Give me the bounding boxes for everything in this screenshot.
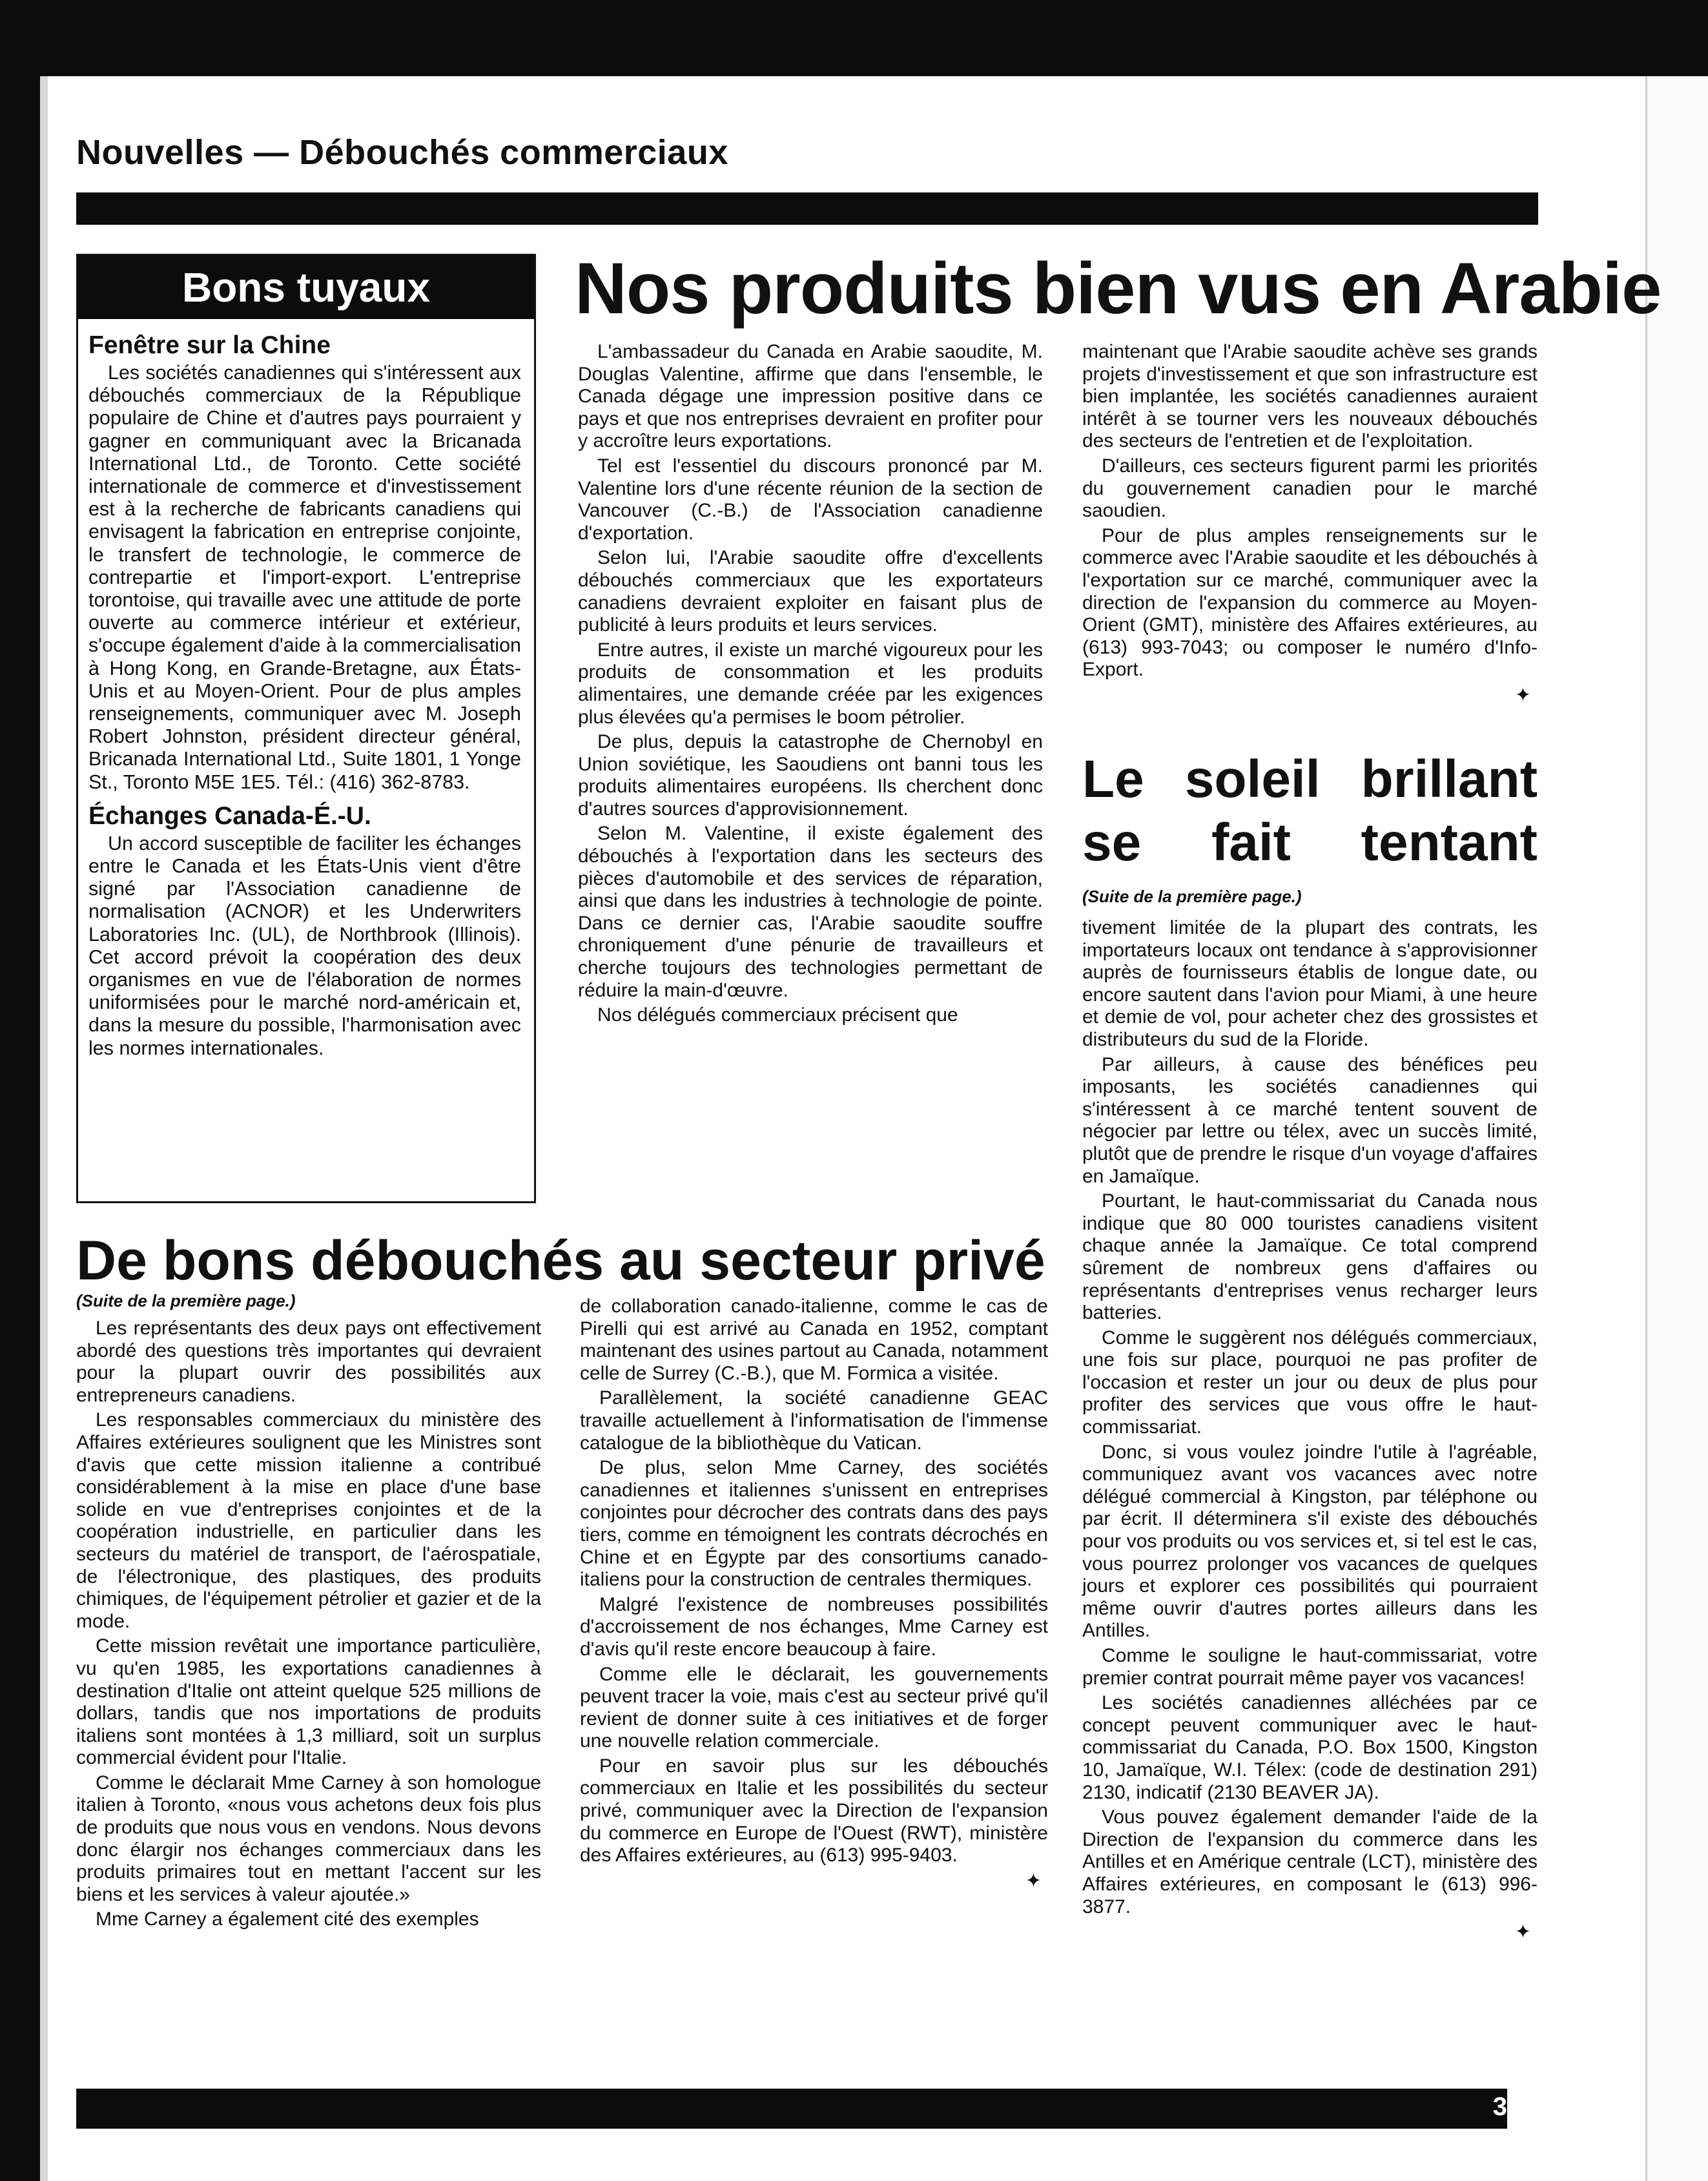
sidebar-text-china: Les sociétés canadiennes qui s'intéressent aux débouchés commerciaux de la République populaire de Chine et d'autres pays pourraient y gagner en communiquant avec la Bricanada International Ltd., de Toronto. Cette société internationale de commerce et d'investissement est à la recherche de fabricants canadiens qui envisagent la fabrication en entreprise conjointe, le transfert de technologie, le commerce de contrepartie et l'import-export. L'entreprise torontoise, qui travaille avec une attitude de porte ouverte au commerce intérieur et extérieur, s'occupe également d'aide à la commercialisation à Hong Kong, en Grande-Bretagne, aux États-Unis et au Moyen-Orient. Pour de plus amples renseignements, communiquer avec M. Joseph Robert Johnston, président directeur général, Bricanada International Ltd., Suite 1801, 1 Yonge St., Toronto M5E 1E5. Tél.: (416) 362-8783. (88, 362, 521, 793)
paragraph: Comme le suggèrent nos délégués commerciaux, une fois sur place, pourquoi ne pas profiter de l'occasion et rester un jour ou deux de plus pour profiter des services que vous offre le haut-commissariat. (1082, 1327, 1538, 1438)
paragraph: Pour de plus amples renseignements sur le commerce avec l'Arabie saoudite et les débouchés à l'exportation sur ce marché, communiquer avec la direction de l'expansion du commerce au Moyen-Orient (GMT), ministère des Affaires extérieures, au (613) 993-7043; ou composer le numéro d'Info-Export. (1082, 524, 1538, 681)
paragraph: L'ambassadeur du Canada en Arabie saoudite, M. Douglas Valentine, affirme que dans l'ensemble, le Canada dégage une impression positive dans ce pays et que nos entreprises devraient en profiter pour y accroître leurs exportations. (578, 341, 1043, 452)
paragraph: Pour en savoir plus sur les débouchés commerciaux en Italie et les possibilités du secteur privé, communiquer avec la Direction de l'expansion du commerce en Europe de l'Ouest (RWT), ministère des Affaires extérieures, au (613) 995-9403. (580, 1755, 1048, 1866)
paragraph: Les représentants des deux pays ont effectivement abordé des questions très importantes qui devraient pour la plupart ouvrir des possibilités aux entrepreneurs canadiens. (76, 1318, 541, 1406)
scan-border-left (0, 0, 40, 2181)
paragraph: Comme le souligne le haut-commissariat, votre premier contrat pourrait même payer vos vacances! (1082, 1645, 1538, 1689)
continued-note: (Suite de la première page.) (1082, 887, 1302, 906)
prive-column-1 (76, 1318, 541, 1934)
paragraph: Comme elle le déclarait, les gouvernements peuvent tracer la voie, mais c'est au secteur privé qu'il revient de donner suite à ces initiatives et de forger une nouvelle relation commerciale. (580, 1663, 1048, 1752)
prive-column-2: de collaboration canado-italienne, comme le cas de Pirelli qui est arrivé au Canada en 1952, comptant maintenant des usines partout au Canada, notamment celle de Surrey (C.-B.), que M. Formica a visitée. Parallèlement, la société canadienne GEAC travaille actuellement à l'informatisation de l'immense catalogue de la bibliothèque du Vatican. De plus, selon Mme Carney, des sociétés canadiennes et italiennes s'unissent en entreprises conjointes pour décrocher des contrats dans des pays tiers, comme en témoignent les contrats décrochés en Chine et en Égypte par des consortiums canado-italiens pour la construction de centrales thermiques. Malgré l'existence de nombreuses possibilités d'accroissement de nos échanges, Mme Carney est d'avis qu'il reste encore beaucoup à faire. Comme elle le déclarait, les gouvernements peuvent tracer la voie, mais c'est au secteur privé qu'il revient de donner suite à ces initiatives et de forger une nouvelle relation commerciale. Pour en savoir plus sur les débouchés commerciaux en Italie et les possibilités du secteur privé, communiquer avec la Direction de l'expansion du commerce en Europe de l'Ouest (RWT), ministère des Affaires extérieures, au (613) 995-9403. ✦ (580, 1296, 1048, 1892)
sidebar-heading-china: Fenêtre sur la Chine (88, 331, 331, 359)
sidebar-body (78, 319, 534, 1060)
scan-border-left-shadow (40, 76, 48, 2181)
paragraph: maintenant que l'Arabie saoudite achève ses grands projets d'investissement et que son infrastructure est bien implantée, les sociétés canadiennes auraient intérêt à se tourner vers les nouveaux débouchés des secteurs de l'entretien et de l'exploitation. (1082, 341, 1538, 452)
paragraph: D'ailleurs, ces secteurs figurent parmi les priorités du gouvernement canadien pour le marché saoudien. (1082, 455, 1538, 522)
tips-sidebar (76, 254, 536, 1203)
paragraph: tivement limitée de la plupart des contrats, les importateurs locaux ont tendance à s'approvisionner auprès de fournisseurs établis de longue date, ou encore sautent dans l'avion pour Miami, à une heure et demie de vol, pour acheter chez des grossistes et distributeurs du sud de la Floride. (1082, 917, 1538, 1050)
paragraph: Les responsables commerciaux du ministère des Affaires extérieures soulignent que les Ministres sont d'avis que cette mission italienne a contribué considérablement à la mise en place d'une base solide en vue d'entreprises conjointes et de la coopération industrielle, en particulier dans les secteurs du matériel de transport, de l'aérospatiale, de l'électronique, des plastiques, des produits chimiques, de l'équipement pétrolier et gazier et de la mode. (76, 1409, 541, 1632)
paragraph: Vous pouvez également demander l'aide de la Direction de l'expansion du commerce dans les Antilles et en Amérique centrale (LCT), ministère des Affaires extérieures, en composant le (613) 996-3877. (1082, 1806, 1538, 1917)
paragraph: Tel est l'essentiel du discours prononcé par M. Valentine lors d'une récente réunion de la section de Vancouver (C.-B.) de l'Association canadienne d'exportation. (578, 455, 1043, 544)
headline-arabie: Nos produits bien vus en Arabie (575, 248, 1662, 329)
section-header: Nouvelles — Débouchés commerciaux (76, 133, 728, 172)
paragraph: Nos délégués commerciaux précisent que (597, 1004, 958, 1026)
sidebar-text-canada-us: Un accord susceptible de faciliter les échanges entre le Canada et les États-Unis vient d'être signé par l'Association canadienne de normalisation (ACNOR) et les Underwriters Laboratories Inc. (UL), de Northbrook (Illinois). Cet accord prévoit la coopération des deux organismes en vue de l'élaboration de normes uniformisées pour le marché nord-américain et, dans la mesure du possible, l'harmonisation avec les normes internationales. (88, 832, 521, 1059)
continued-note: (Suite de la première page.) (76, 1291, 296, 1310)
scan-border-top (0, 0, 1708, 76)
soleil-column: tivement limitée de la plupart des contrats, les importateurs locaux ont tendance à s'approvisionner auprès de fournisseurs établis de longue date, ou encore sautent dans l'avion pour Miami, à une heure et demie de vol, pour acheter chez des grossistes et distributeurs du sud de la Floride. Par ailleurs, à cause des bénéfices peu imposants, les sociétés canadiennes qui s'intéressent à ce marché tentent souvent de négocier par lettre ou télex, avec un succès limité, plutôt que de prendre le risque d'un voyage d'affaires en Jamaïque. Pourtant, le haut-commissariat du Canada nous indique que 80 000 touristes canadiens visitent chaque année la Jamaïque. Ce total comprend sûrement de nombreux gens d'affaires ou représentants d'entreprises venus recharger leurs batteries. Comme le suggèrent nos délégués commerciaux, une fois sur place, pourquoi ne pas profiter de l'occasion et rester un jour ou deux de plus pour profiter des services que vous offre le haut-commissariat. Donc, si vous voulez joindre l'utile à l'agréable, communiquez avant vos vacances avec notre délégué commercial à Kingston, par téléphone ou par écrit. Il déterminera s'il existe des débouchés pour vos produits ou vos services et, si tel est le cas, vous pourrez prolonger vos vacances de quelques jours et explorer ces possibilités qui pourraient même ouvrir d'autres portes ailleurs dans les Antilles. Comme le souligne le haut-commissariat, votre premier contrat pourrait même payer vos vacances! Les sociétés canadiennes alléchées par ce concept peuvent communiquer avec le haut-commissariat du Canada, P.O. Box 1500, Kingston 10, Jamaïque, W.I. Télex: (code de destination 291) 2130, indicatif (2130 BEAVER JA). Vous pouvez également demander l'aide de la Direction de l'expansion du commerce dans les Antilles et en Amérique centrale (LCT), ministère des Affaires extérieures, en composant le (613) 996-3877. ✦ (1082, 917, 1538, 1943)
paragraph: Selon M. Valentine, il existe également des débouchés à l'exportation dans les secteurs des pièces d'automobile et des services de réparation, ainsi que dans les industries à technologie de pointe. Dans ce dernier cas, l'Arabie saoudite souffre chroniquement d'une pénurie de travailleurs et cherche toujours des technologies permettant de réduire la main-d'œuvre. (578, 823, 1043, 1001)
paragraph: Entre autres, il existe un marché vigoureux pour les produits de consommation et les produits alimentaires, une demande créée par les exigences plus élevées qu'a permises le boom pétrolier. (578, 639, 1043, 728)
paragraph: Pourtant, le haut-commissariat du Canada nous indique que 80 000 touristes canadiens visitent chaque année la Jamaïque. Ce total comprend sûrement de nombreux gens d'affaires ou représentants d'entreprises venus recharger leurs batteries. (1082, 1190, 1538, 1324)
paragraph: Par ailleurs, à cause des bénéfices peu imposants, les sociétés canadiennes qui s'intéressent à ce marché tentent souvent de négocier par lettre ou télex, avec un succès limité, plutôt que de prendre le risque d'un voyage d'affaires en Jamaïque. (1082, 1053, 1538, 1187)
scan-border-right (1645, 76, 1708, 2181)
sidebar-title: Bons tuyaux (78, 256, 534, 319)
arabie-column-1 (578, 341, 1043, 1029)
paragraph: Comme le déclarait Mme Carney à son homologue italien à Toronto, «nous vous achetons deux fois plus de produits que nous vous en vendons. Nous devons donc élargir nos échanges commerciaux dans les produits primaires tout en mettant l'accent sur les biens et les services à valeur ajoutée.» (76, 1772, 541, 1905)
paragraph: Malgré l'existence de nombreuses possibilités d'accroissement de nos échanges, Mme Carney est d'avis qu'il reste encore beaucoup à faire. (580, 1593, 1048, 1660)
paragraph: Parallèlement, la société canadienne GEAC travaille actuellement à l'informatisation de l'immense catalogue de la bibliothèque du Vatican. (580, 1387, 1048, 1454)
paragraph: Donc, si vous voulez joindre l'utile à l'agréable, communiquez avant vos vacances avec notre délégué commercial à Kingston, par téléphone ou par écrit. Il déterminera s'il existe des débouchés pour vos produits ou vos services et, si tel est le cas, vous pourrez prolonger vos vacances de quelques jours et explorer ces possibilités qui pourraient même ouvrir d'autres portes ailleurs dans les Antilles. (1082, 1441, 1538, 1642)
arabie-column-2: maintenant que l'Arabie saoudite achève ses grands projets d'investissement et que son infrastructure est bien implantée, les sociétés canadiennes auraient intérêt à se tourner vers les nouveaux débouchés des secteurs de l'entretien et de l'exploitation. D'ailleurs, ces secteurs figurent parmi les priorités du gouvernement canadien pour le marché saoudien. Pour de plus amples renseignements sur le commerce avec l'Arabie saoudite et les débouchés à l'exportation sur ce marché, communiquer avec la direction de l'expansion du commerce au Moyen-Orient (GMT), ministère des Affaires extérieures, au (613) 993-7043; ou composer le numéro d'Info-Export. ✦ (1082, 341, 1538, 706)
paragraph: Cette mission revêtait une importance particulière, vu qu'en 1985, les exportations canadiennes à destination d'Italie ont atteint quelque 525 millions de dollars, tandis que nos importations de produits italiens sont montées à 1,3 milliard, soit un surplus commercial évident pour l'Italie. (76, 1635, 541, 1769)
paragraph: Les sociétés canadiennes alléchées par ce concept peuvent communiquer avec le haut-commissariat du Canada, P.O. Box 1500, Kingston 10, Jamaïque, W.I. Télex: (code de destination 291) 2130, indicatif (2130 BEAVER JA). (1082, 1692, 1538, 1803)
headline-soleil: Le soleil brillant se fait tentant (1082, 750, 1538, 872)
paragraph: Selon lui, l'Arabie saoudite offre d'excellents débouchés commerciaux que les exportateurs canadiens devraient exploiter en faisant plus de publicité à leurs produits et leurs services. (578, 547, 1043, 636)
header-rule (76, 192, 1538, 225)
paragraph: Mme Carney a également cité des exemples (96, 1908, 479, 1930)
paragraph: De plus, selon Mme Carney, des sociétés canadiennes et italiennes s'unissent en entreprises conjointes pour décrocher des contrats dans des pays tiers, comme en témoignent les contrats décrochés en Chine et en Égypte par des consortiums canado-italiens pour la construction de centrales thermiques. (580, 1457, 1048, 1591)
headline-secteur-prive: De bons débouchés au secteur privé (76, 1230, 1045, 1292)
page-number: 3 (1492, 2093, 1507, 2121)
paragraph: de collaboration canado-italienne, comme le cas de Pirelli qui est arrivé au Canada en 1952, comptant maintenant des usines partout au Canada, notamment celle de Surrey (C.-B.), que M. Formica a visitée. (580, 1296, 1048, 1384)
paragraph: De plus, depuis la catastrophe de Chernobyl en Union soviétique, les Saoudiens ont banni tous les produits alimentaires européens. Ils cherchent donc d'autres sources d'approvisionnement. (578, 731, 1043, 820)
sidebar-heading-canada-us: Échanges Canada-É.-U. (88, 801, 371, 830)
footer-rule (76, 2089, 1507, 2129)
